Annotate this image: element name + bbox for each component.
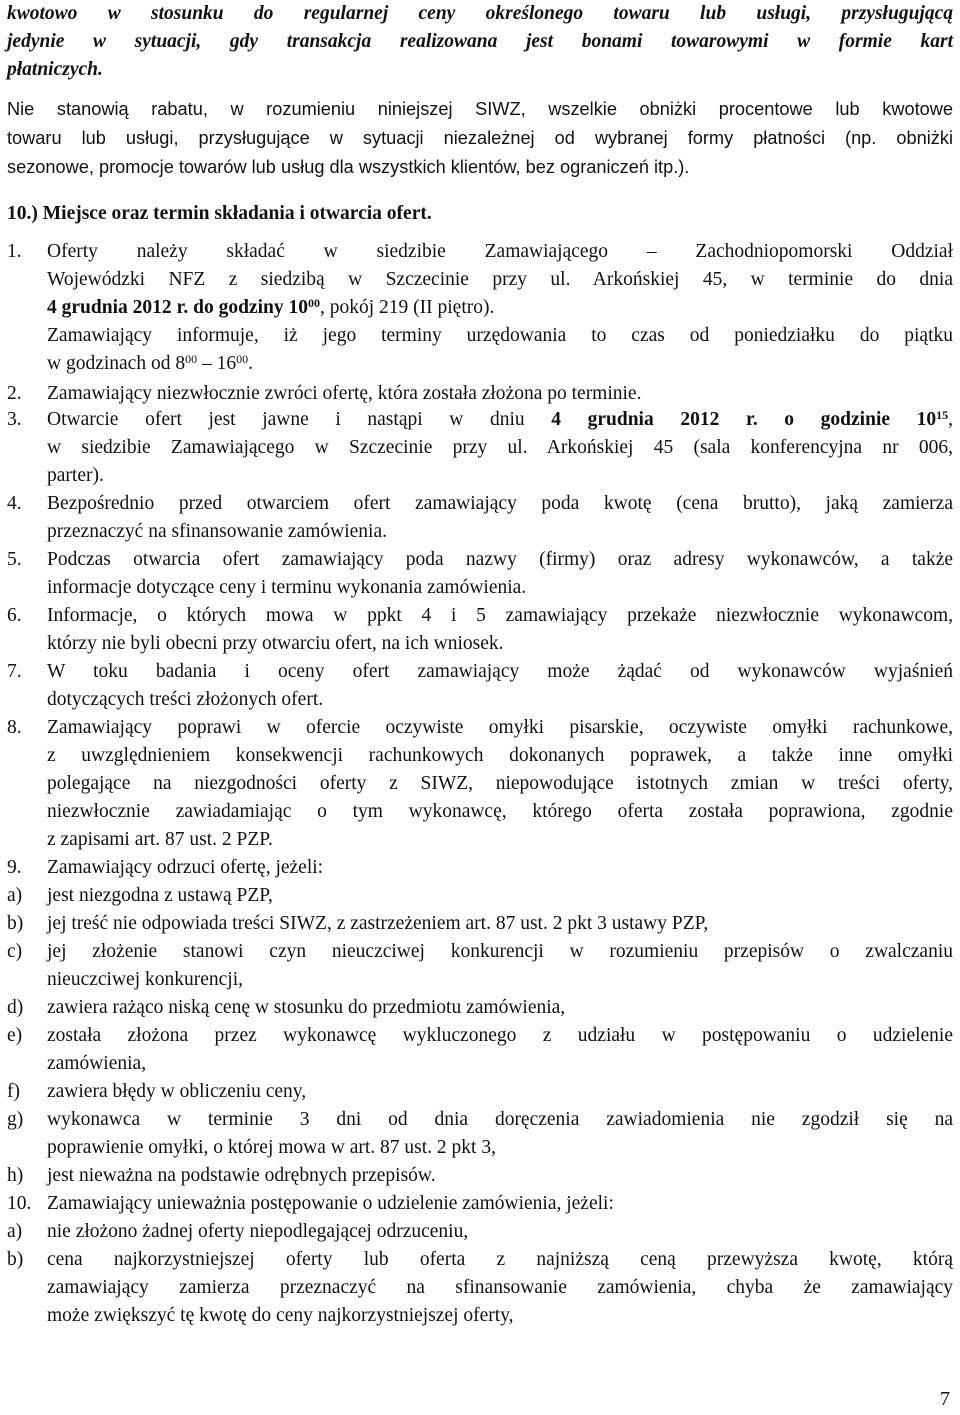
item-2-number: 2. [7, 383, 22, 404]
item-8-line-3: polegające na niezgodności oferty z SIWZ, niepowodujące istotnych zmian w treści oferty, [47, 773, 953, 794]
item-1-date: 4 grudnia 2012 r. [47, 297, 189, 318]
item-10-a: nie złożono żadnej oferty niepodlegającej odrzuceniu, [47, 1221, 469, 1242]
item-9-d-label: d) [7, 997, 24, 1018]
item-9-c-line-1: jej złożenie stanowi czyn nieuczciwej konkurencji w rozumieniu przepisów o zwalczaniu [47, 941, 953, 962]
item-9-d: zawiera rażąco niską cenę w stosunku do przedmiotu zamówienia, [47, 997, 566, 1018]
item-1-line-4: Zamawiający informuje, iż jego terminy urzędowania to czas od poniedziałku do piątku [47, 325, 953, 346]
item-10-b-line-3: może zwiększyć tę kwotę do ceny najkorzystniejszej oferty, [47, 1305, 514, 1326]
item-9-f: zawiera błędy w obliczeniu ceny, [47, 1081, 307, 1102]
item-1-line-2: Wojewódzki NFZ z siedzibą w Szczecinie przy ul. Arkońskiej 45, w terminie do dnia [47, 269, 953, 290]
item-7-line-1: W toku badania i oceny ofert zamawiający może żądać od wykonawców wyjaśnień [47, 661, 953, 682]
item-10-b-line-2: zamawiający zamierza przeznaczyć na sfinansowanie zamówienia, chyba że zamawiający [47, 1277, 953, 1298]
item-3-date-time: 4 grudnia 2012 r. o godzinie 10 [551, 409, 937, 430]
item-1-hours-sup-1: 00 [185, 352, 198, 366]
item-1-line-3 [47, 294, 953, 322]
item-1-hours-to: – 16 [197, 353, 237, 374]
item-5-line-1: Podczas otwarcia ofert zamawiający poda nazwy (firmy) oraz adresy wykonawców, a także [47, 549, 953, 570]
item-3-line-1 [47, 406, 953, 434]
item-9-c-label: c) [7, 941, 23, 962]
item-1-hours-from: w godzinach od 8 [47, 353, 186, 374]
item-8-line-5: z zapisami art. 87 ust. 2 PZP. [47, 829, 273, 850]
item-1-number: 1. [7, 241, 22, 262]
item-1-time: do godziny 10 [193, 297, 308, 318]
item-7-number: 7. [7, 661, 22, 682]
item-3-comma: , [948, 409, 954, 430]
item-3-number: 3. [7, 409, 22, 430]
intro-line-1: kwotowo w stosunku do regularnej ceny określonego towaru lub usługi, przysługującą [7, 3, 953, 24]
rabat-line-2: towaru lub usługi, przysługujące w sytuacji niezależnej od wybranej formy płatności (np. obniżki [7, 128, 953, 148]
item-9-b-label: b) [7, 913, 24, 934]
item-9-g-line-1: wykonawca w terminie 3 dni od dnia doręczenia zawiadomienia nie zgodził się na [47, 1109, 953, 1130]
page-number: 7 [940, 1388, 950, 1410]
item-4-line-1: Bezpośrednio przed otwarciem ofert zamawiający poda kwotę (cena brutto), jaką zamierza [47, 493, 953, 514]
item-3-line-2: w siedzibie Zamawiającego w Szczecinie przy ul. Arkońskiej 45 (sala konferencyjna nr 006, [47, 437, 953, 458]
item-5-line-2: informacje dotyczące ceny i terminu wykonania zamówienia. [47, 577, 527, 598]
item-3-time-sup: 15 [936, 408, 949, 422]
section-heading: 10.) Miejsce oraz termin składania i otwarcia ofert. [7, 203, 432, 224]
intro-line-3: płatniczych. [7, 59, 103, 80]
item-8-line-1: Zamawiający poprawi w ofercie oczywiste omyłki pisarskie, oczywiste omyłki rachunkowe, [47, 717, 953, 738]
item-9-c-line-2: nieuczciwej konkurencji, [47, 969, 243, 990]
intro-line-2: jedynie w sytuacji, gdy transakcja realizowana jest bonami towarowymi w formie kart [7, 31, 953, 52]
item-9-b: jej treść nie odpowiada treści SIWZ, z zastrzeżeniem art. 87 ust. 2 pkt 3 ustawy PZP, [47, 913, 709, 934]
item-10-b-label: b) [7, 1249, 24, 1270]
item-9-line-1: Zamawiający odrzuci ofertę, jeżeli: [47, 857, 324, 878]
item-4-number: 4. [7, 493, 22, 514]
item-7-line-2: dotyczących treści złożonych ofert. [47, 689, 324, 710]
rabat-line-3: sezonowe, promocje towarów lub usług dla wszystkich klientów, bez ograniczeń itp.). [7, 157, 690, 177]
item-1-room: , pokój 219 (II piętro). [319, 297, 495, 318]
item-10-b-line-1: cena najkorzystniejszej oferty lub oferta z najniższą ceną przewyższa kwotę, którą [47, 1249, 953, 1270]
item-1-hours-end: . [248, 353, 253, 374]
item-3-line-3: parter). [47, 465, 104, 486]
item-2-line-1: Zamawiający niezwłocznie zwróci ofertę, która została złożona po terminie. [47, 383, 642, 404]
item-8-line-4: niezwłocznie zawiadamiając o tym wykonawcę, którego oferta została poprawiona, zgodnie [47, 801, 953, 822]
item-1-time-sup: 00 [307, 296, 320, 310]
item-10-line-1: Zamawiający unieważnia postępowanie o udzielenie zamówienia, jeżeli: [47, 1193, 614, 1214]
item-9-e-label: e) [7, 1025, 23, 1046]
item-9-g-line-2: poprawienie omyłki, o której mowa w art. 87 ust. 2 pkt 3, [47, 1137, 496, 1158]
item-3-text: Otwarcie ofert jest jawne i nastąpi w dniu [47, 409, 552, 430]
item-9-h: jest nieważna na podstawie odrębnych przepisów. [47, 1165, 436, 1186]
item-9-a: jest niezgodna z ustawą PZP, [47, 885, 273, 906]
item-9-e-line-2: zamówienia, [47, 1053, 147, 1074]
rabat-line-1: Nie stanowią rabatu, w rozumieniu niniejszej SIWZ, wszelkie obniżki procentowe lub kwotowe [7, 99, 953, 119]
item-9-h-label: h) [7, 1165, 24, 1186]
item-10-a-label: a) [7, 1221, 23, 1242]
item-8-number: 8. [7, 717, 22, 738]
item-6-line-2: którzy nie byli obecni przy otwarciu ofert, na ich wniosek. [47, 633, 504, 654]
item-4-line-2: przeznaczyć na sfinansowanie zamówienia. [47, 521, 387, 542]
item-6-line-1: Informacje, o których mowa w ppkt 4 i 5 zamawiający przekaże niezwłocznie wykonawcom, [47, 605, 953, 626]
item-9-g-label: g) [7, 1109, 24, 1130]
item-5-number: 5. [7, 549, 22, 570]
item-8-line-2: z uwzględnieniem konsekwencji rachunkowych dokonanych poprawek, a także inne omyłki [47, 745, 953, 766]
item-10-number: 10. [7, 1193, 32, 1214]
item-9-number: 9. [7, 857, 22, 878]
item-1-line-5 [47, 350, 953, 378]
item-1-line-1: Oferty należy składać w siedzibie Zamawiającego – Zachodniopomorski Oddział [47, 241, 953, 262]
item-6-number: 6. [7, 605, 22, 626]
item-9-a-label: a) [7, 885, 23, 906]
item-9-f-label: f) [7, 1081, 20, 1102]
item-9-e-line-1: została złożona przez wykonawcę wykluczonego z udziału w postępowaniu o udzielenie [47, 1025, 953, 1046]
item-1-hours-sup-2: 00 [236, 352, 249, 366]
